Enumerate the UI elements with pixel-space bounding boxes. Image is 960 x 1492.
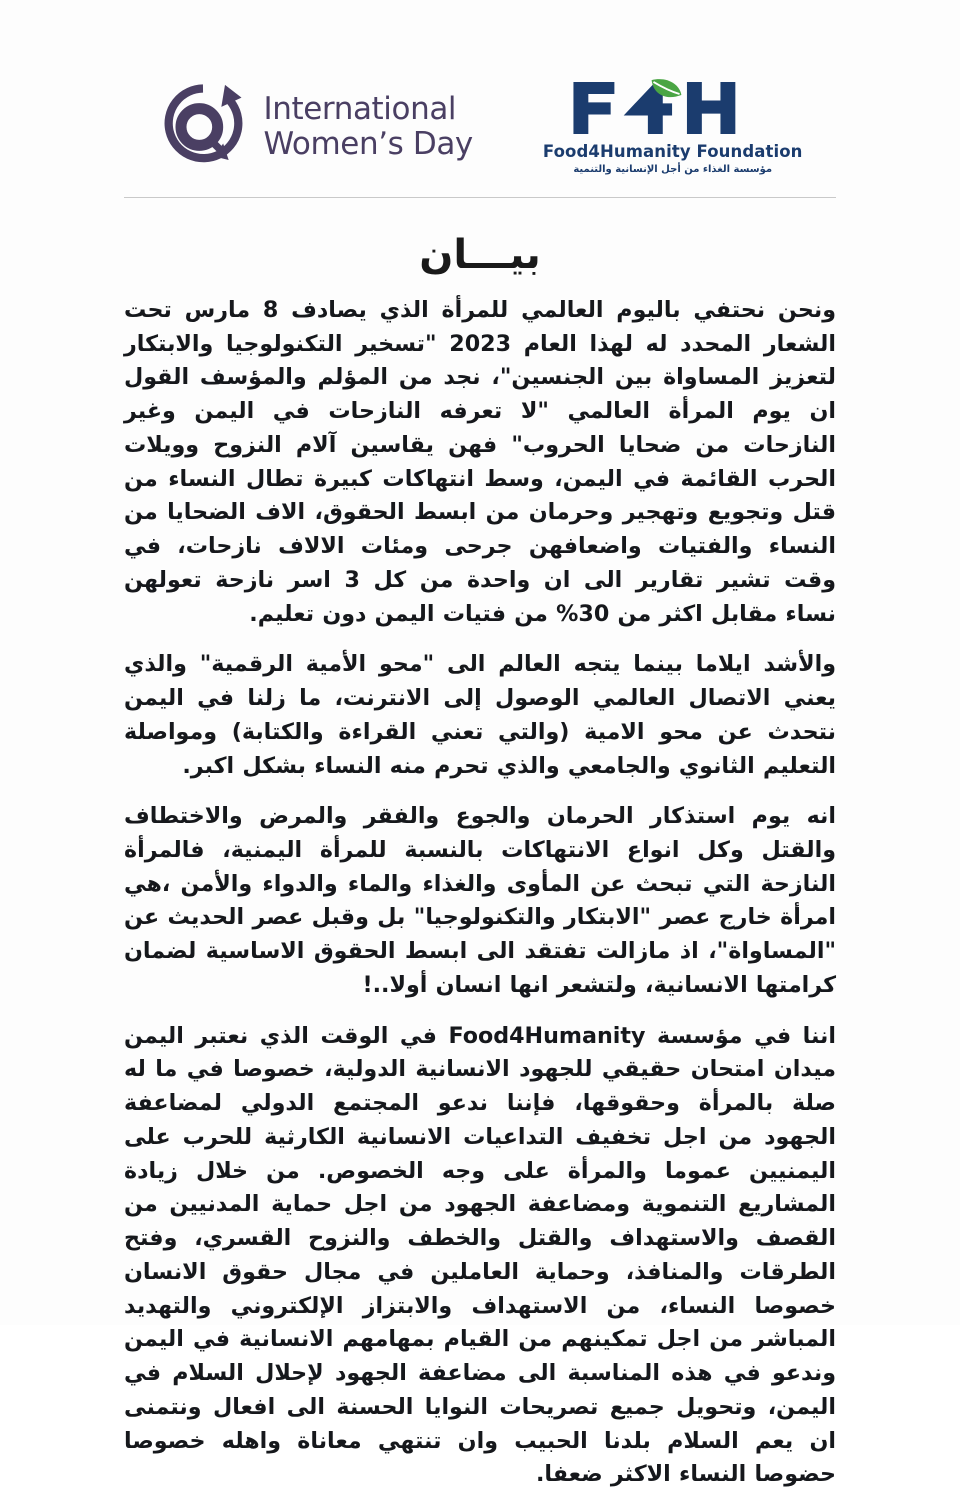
f4h-monogram-icon [566,78,780,140]
iwd-line-2: Women’s Day [263,125,473,162]
iwd-line-1: International [263,90,457,127]
f4h-name-en: Food4Humanity Foundation [542,142,803,161]
paragraph: اننا في مؤسسة Food4Humanity في الوقت الذي نعتبر اليمن ميدان امتحان حقيقي للجهود الانسانية الدولية، خصوصا في ما له صلة بالمرأة وحقوقها، فإننا ندعو المجتمع الدولي لمضاعفة الجهود من اجل تخفيف التداعيات الانسانية الكارثية للحرب على اليمنيين عموما والمرأة على وجه الخصوص. من خلال زيادة المشاريع التنموية ومضاعفة الجهود من اجل حماية المدنيين من القصف والاستهداف والقتل والخطف والنزوح القسري، وفتح الطرقات والمنافذ، وحماية العاملين في مجال حقوق الانسان خصوصا النساء، من الاستهداف والابتزاز الإلكتروني والتهديد المباشر من اجل تمكينهم من القيام بمهامهم الانسانية في اليمن وندعو في هذه المناسبة الى مضاعفة الجهود لإحلال السلام في اليمن، وتحويل جميع تصريحات النوايا الحسنة الى افعال ونتمنى ان يعم السلام بلدنا الحبيب وان تنتهي معاناة واهله خصوصا حضوصا النساء الاكثر ضعفا. [124,1022,836,1488]
paragraph: انه يوم استذكار الحرمان والجوع والفقر والمرض والاختطاف والقتل وكل انواع الانتهاكات بالنسبة للمرأة اليمنية، فالمرأة النازحة التي تبحث عن المأوى والغذاء والماء والدواء والأمن ،هي امرأة خارج عصر "الابتكار والتكنولوجيا" بل وقبل عصر الحديث عن "المساواة"، اذ مازالت تفتقد الى ابسط الحقوق الاساسية لضمان كرامتها الانسانية، ولتشعر انها انسان أولا..! [124,803,836,998]
f4h-name-ar: مؤسسة الغذاء من أجل الإنسانية والتنمية [573,164,773,175]
statement-body [124,294,836,1492]
logo-header [0,0,960,181]
international-womens-day-circle-arrow-icon [157,83,249,171]
international-womens-day-wordmark [263,92,472,161]
page-title: بيـــان [419,232,541,278]
food4humanity-logo [543,78,803,175]
paragraph: ونحن نحتفي باليوم العالمي للمرأة الذي يصادف 8 مارس تحت الشعار المحدد له لهذا العام 2023 "تسخير التكنولوجيا والابتكار لتعزيز المساواة بين الجنسين"، نجد من المؤلم والمؤسف القول ان يوم المرأة العالمي "لا تعرفه النازحات في اليمن وغير النازحات من ضحايا الحروب" فهن يقاسين آلام النزوح وويلات الحرب القائمة في اليمن، وسط انتهاكات كبيرة تطال النساء من قتل وتجويع وتهجير وحرمان من ابسط الحقوق، الاف الضحايا من النساء والفتيات واضعافهن جرحى ومئات الالاف نازحات، في وقت تشير تقارير الى ان واحدة من كل 3 اسر نازحة تعولهن نساء مقابل اكثر من 30% من فتيات اليمن دون تعليم. [124,297,837,627]
header-divider [124,197,836,198]
international-womens-day-logo [157,83,472,171]
paragraph: والأشد ايلاما بينما يتجه العالم الى "محو الأمية الرقمية" والذي يعني الاتصال العالمي الوصول إلى الانترنت، ما زلنا في اليمن نتحدث عن محو الامية (والتي تعني القراءة والكتابة) ومواصلة التعليم الثانوي والجامعي والذي تحرم منه النساء بشكل اكبر. [124,651,836,779]
